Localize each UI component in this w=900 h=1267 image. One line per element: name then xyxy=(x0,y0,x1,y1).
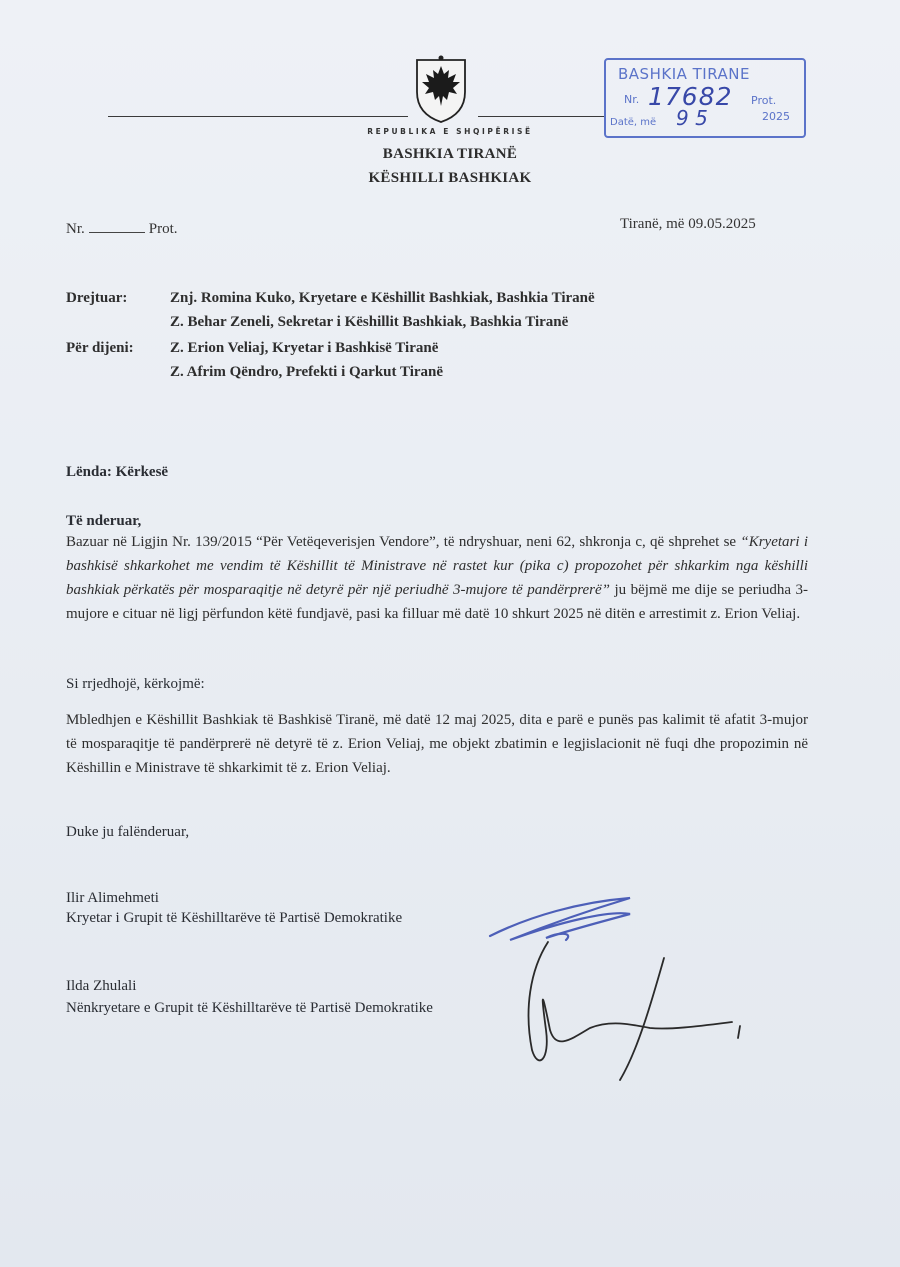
para1-start: Bazuar në Ligjin Nr. 139/2015 “Për Vetëqeverisjen Vendore”, të ndryshuar, neni 62, shkronja c, që shprehet se xyxy=(66,534,741,550)
registration-stamp xyxy=(604,58,806,138)
addressee-row-1 xyxy=(66,290,595,307)
law-quote: “Kryetari i bashkisë shkarkohet me vendim të Këshillit të Ministrave në rastet kur (pika c) propozohet për shkarkim nga këshilli bashkiak përkatës për mosparaqitje në detyrë për një periudhë 3-mujore të pandërprerë” xyxy=(66,534,808,598)
addressee-2: Z. Behar Zeneli, Sekretar i Këshillit Bashkiak, Bashkia Tiranë xyxy=(170,314,569,330)
signatory-1-name: Ilir Alimehmeti xyxy=(66,890,159,906)
signature-2 xyxy=(529,942,740,1080)
stamp-nr-label: Nr. xyxy=(624,93,640,106)
signatory-2-name: Ilda Zhulali xyxy=(66,978,137,994)
body-paragraph-1 xyxy=(66,530,808,626)
republic-heading: REPUBLIKA E SHQIPËRISË xyxy=(367,127,533,136)
body-paragraph-2: Mbledhjen e Këshillit Bashkiak të Bashkisë Tiranë, më datë 12 maj 2025, dita e parë e punës pas kalimit të afatit 3-mujor të mosparaqitje të pandërprerë në detyrë të z. Erion Veliaj, me objekt zbatimin e legjislacionit në fuqi dhe propozimin në Këshillin e Ministrave të shkarkimit të z. Erion Veliaj. xyxy=(66,712,808,776)
signatory-1-title: Kryetar i Grupit të Këshilltarëve të Partisë Demokratike xyxy=(66,910,403,926)
stamp-date-value: 9 5 xyxy=(676,106,708,130)
letter-date: Tiranë, më 09.05.2025 xyxy=(620,216,756,232)
cc-row-1 xyxy=(66,340,438,357)
signatory-2-title: Nënkryetare e Grupit të Këshilltarëve të Partisë Demokratike xyxy=(66,1000,433,1016)
subject-line: Lënda: Kërkesë xyxy=(66,464,169,480)
stamp-year: 2025 xyxy=(762,110,790,123)
header-rule-left xyxy=(108,116,408,117)
council-name: KËSHILLI BASHKIAK xyxy=(368,170,532,186)
consequence-line: Si rrjedhojë, kërkojmë: xyxy=(66,676,205,692)
nr-label: Nr. xyxy=(66,221,85,237)
nr-blank xyxy=(89,232,145,233)
addressee-1: Znj. Romina Kuko, Kryetare e Këshillit Bashkiak, Bashkia Tiranë xyxy=(170,290,595,306)
header-rule-right xyxy=(478,116,606,117)
albanian-eagle-emblem-icon xyxy=(413,52,469,124)
signature-1 xyxy=(490,898,630,940)
stamp-date-label: Datë, më xyxy=(610,117,657,128)
stamp-prot-label: Prot. xyxy=(751,94,777,107)
cc-2: Z. Afrim Qëndro, Prefekti i Qarkut Tiranë xyxy=(170,364,444,380)
organization-name: BASHKIA TIRANË xyxy=(382,146,518,162)
salutation: Të nderuar, xyxy=(66,513,142,529)
cc-1: Z. Erion Veliaj, Kryetar i Bashkisë Tiranë xyxy=(170,340,439,356)
para1-end: ju bëjmë me dije se periudha 3-mujore e cituar në ligj përfundon këtë fundjavë, pasi ka filluar më datë 10 shkurt 2025 në ditën e arrestimit z. Erion Veliaj. xyxy=(66,582,809,622)
to-label: Drejtuar: xyxy=(66,290,128,306)
handwritten-signatures xyxy=(470,880,770,1120)
cc-label: Për dijeni: xyxy=(66,340,134,356)
stamp-title: BASHKIA TIRANE xyxy=(618,65,751,83)
protocol-number-line xyxy=(66,221,178,238)
closing-line: Duke ju falënderuar, xyxy=(66,824,190,840)
stamp-nr-value: 17682 xyxy=(648,82,733,111)
prot-label: Prot. xyxy=(148,221,178,237)
